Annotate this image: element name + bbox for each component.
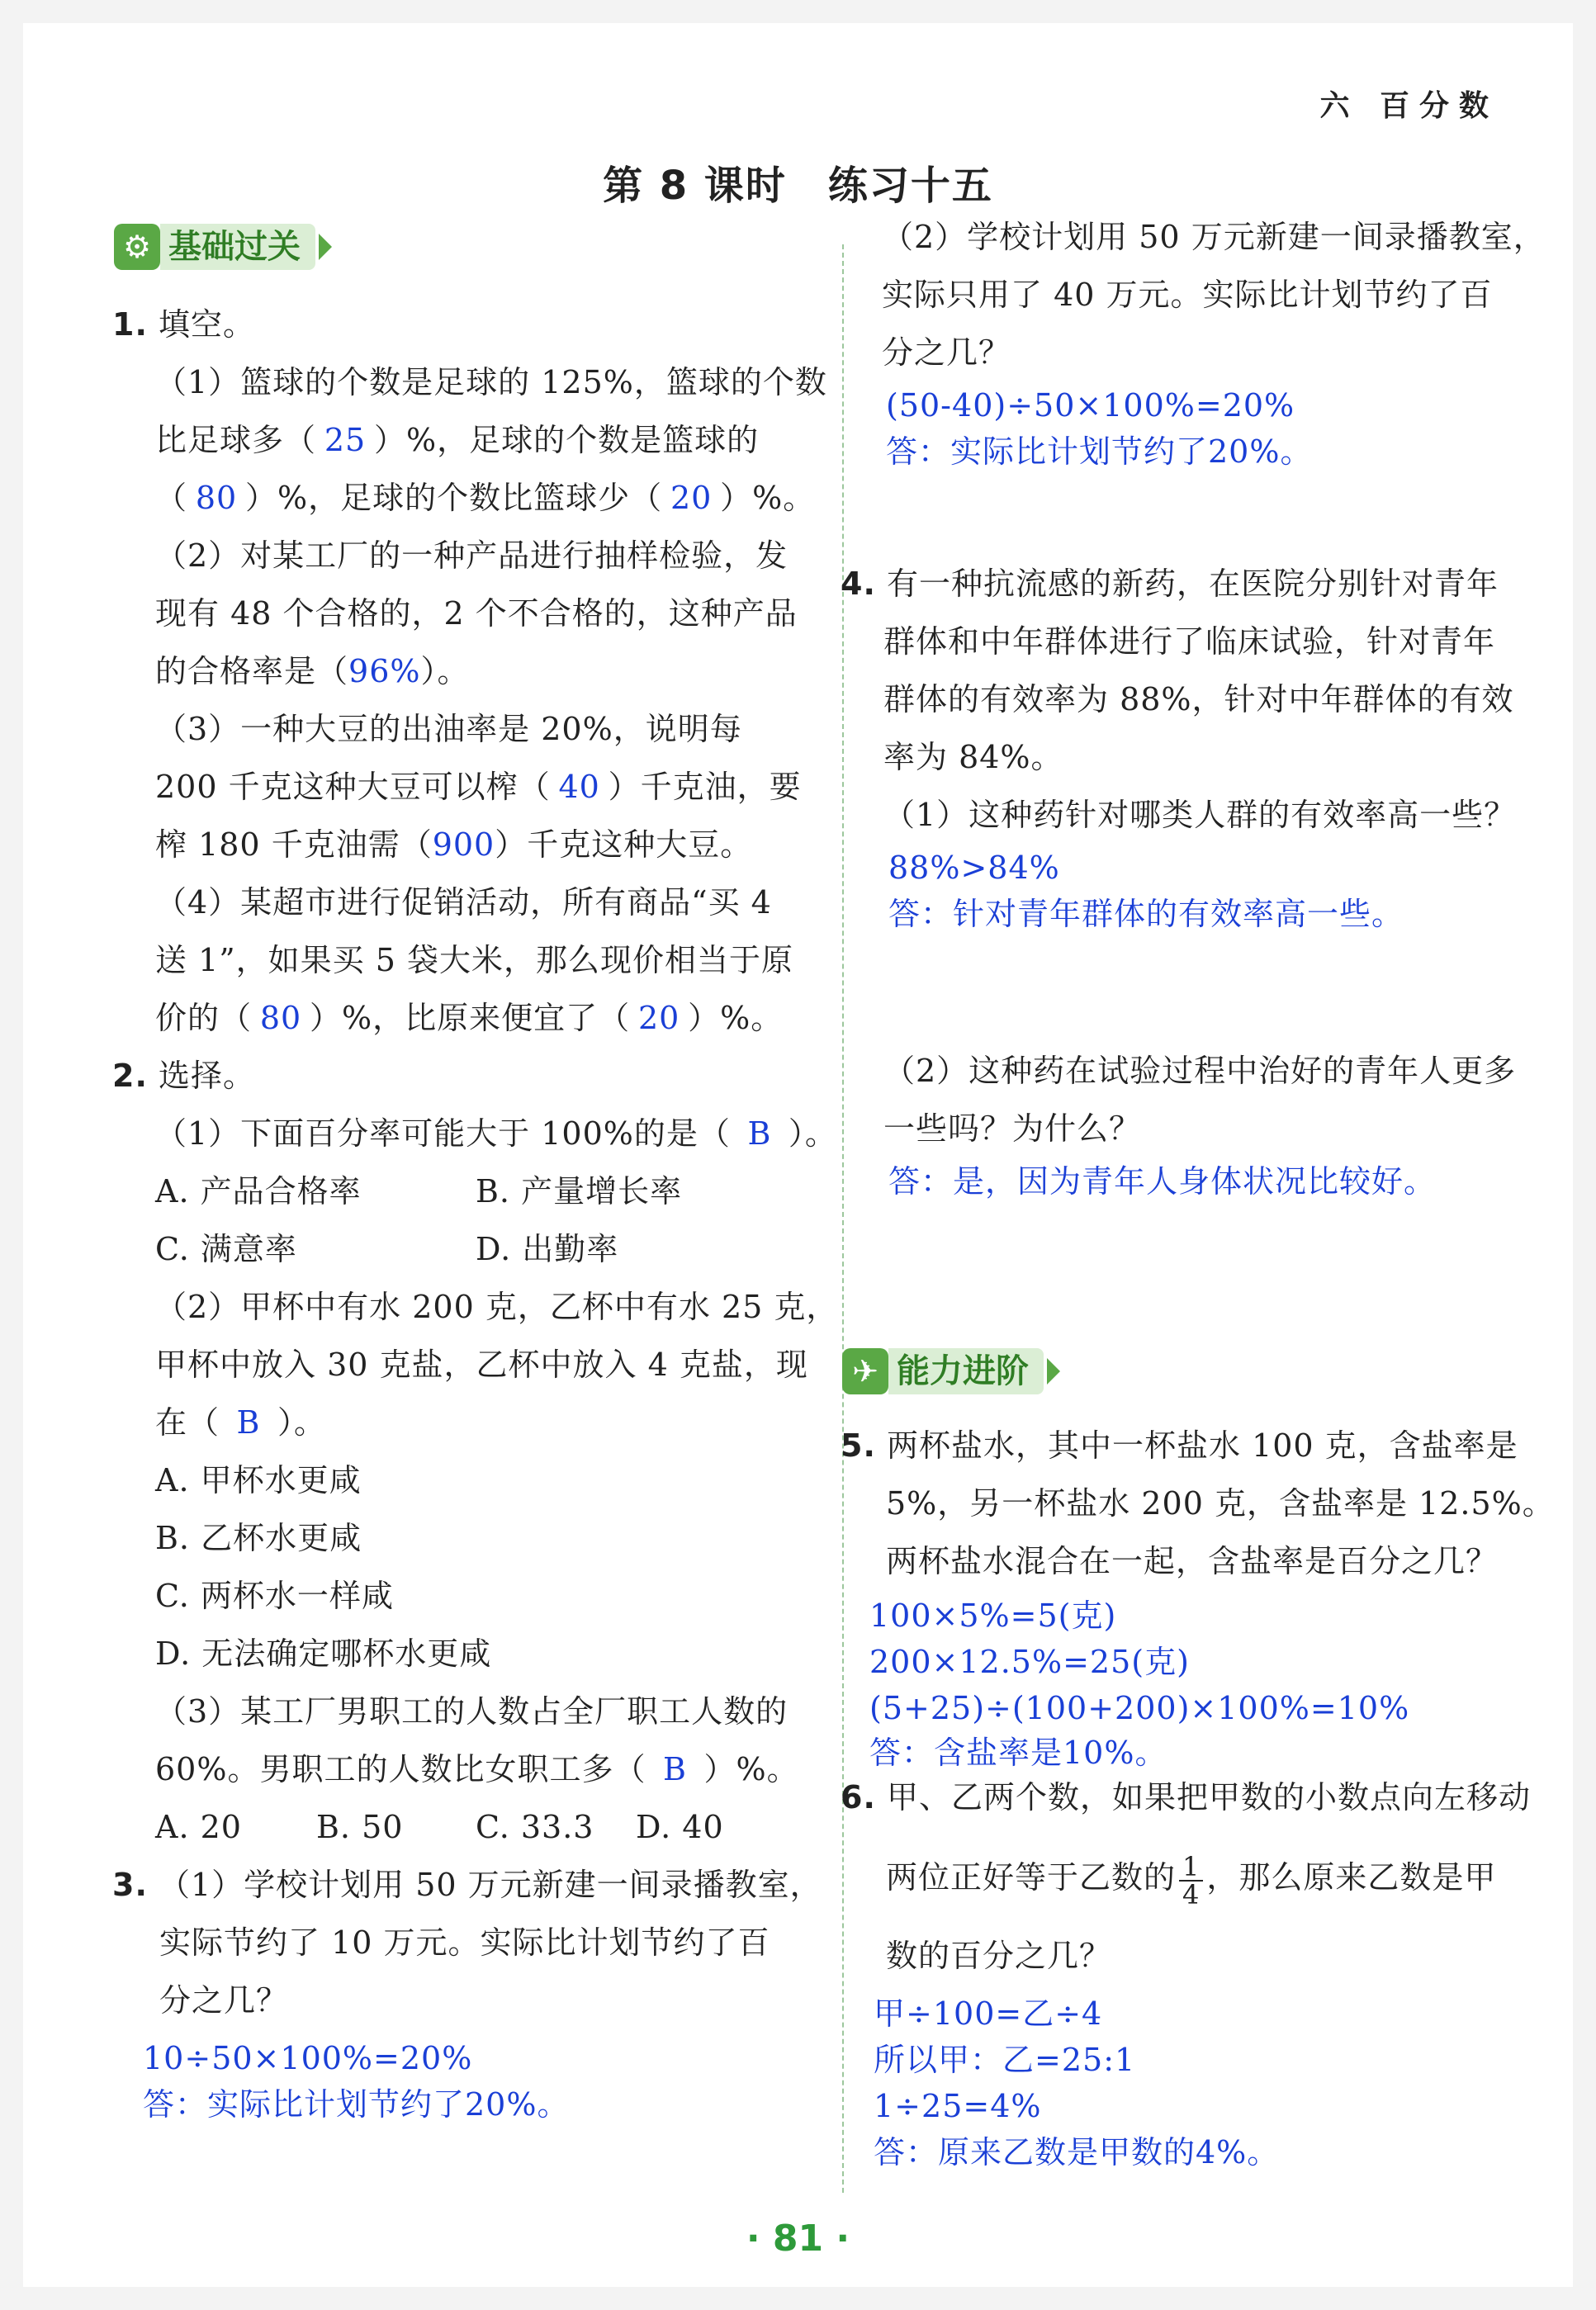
q3-p1-line-c: 分之几？ <box>159 1982 289 2019</box>
q4-p1-answer-text: 答：针对青年群体的有效率高一些。 <box>888 896 1404 932</box>
section-basic-label: 基础过关 <box>160 224 315 270</box>
q2-p3-option-a: A. 20 <box>155 1809 242 1845</box>
column-divider <box>842 244 844 2193</box>
q1-p3-line-a: （3）一种大豆的出油率是 20%，说明每 <box>155 711 742 747</box>
q6-answer-2: 所以甲：乙=25:1 <box>874 2042 1136 2078</box>
q4-line-b: 群体和中年群体进行了临床试验，针对青年 <box>883 623 1496 660</box>
q4-p2-line-a: （2）这种药在试验过程中治好的青年人更多 <box>883 1053 1517 1089</box>
chapter-header: 六 百分数 <box>1319 89 1499 123</box>
q1-heading: 1. 填空。 <box>112 306 255 343</box>
q2-p2-option-c: C. 两杯水一样咸 <box>155 1578 394 1614</box>
q1-p3-line-b: 200 千克这种大豆可以榨（ 40 ）千克油，要 <box>155 769 802 805</box>
q2-p1-option-b: B. 产量增长率 <box>476 1173 683 1209</box>
q2-p1-option-d: D. 出勤率 <box>476 1231 619 1267</box>
q4-line-c: 群体的有效率为 88%，针对中年群体的有效 <box>883 681 1514 717</box>
q4-line-d: 率为 84%。 <box>883 739 1063 775</box>
q1-p4-line-a: （4）某超市进行促销活动，所有商品“买 4 <box>155 884 772 921</box>
q3-p2-answer-calc: (50-40)÷50×100%=20% <box>886 387 1295 424</box>
q2-p2-option-d: D. 无法确定哪杯水更咸 <box>155 1635 492 1672</box>
q6-answer-3: 1÷25=4% <box>874 2088 1042 2124</box>
q2-p2-option-b: B. 乙杯水更咸 <box>155 1520 362 1556</box>
q2-p2-line-b: 甲杯中放入 30 克盐，乙杯中放入 4 克盐，现 <box>155 1347 808 1383</box>
q1-p2-line-b: 现有 48 个合格的，2 个不合格的，这种产品 <box>155 595 798 632</box>
q5-answer-3: (5+25)÷(100+200)×100%=10% <box>869 1690 1410 1726</box>
q4-p2-line-b: 一些吗？为什么？ <box>883 1110 1142 1147</box>
q2-p1-option-c: C. 满意率 <box>155 1231 297 1267</box>
fraction-one-quarter: $\frac{1}{4}$ <box>1179 1853 1203 1908</box>
q2-p2-line-c: 在（ B ）。 <box>155 1404 327 1441</box>
q1-p1-line-b: 比足球多（ 25 ）%，足球的个数是篮球的 <box>155 422 760 458</box>
q4-p2-answer: 答：是，因为青年人身体状况比较好。 <box>888 1163 1437 1200</box>
q4-p1-line: （1）这种药针对哪类人群的有效率高一些？ <box>883 797 1517 833</box>
q2-p1-line: （1）下面百分率可能大于 100%的是（ B ）。 <box>155 1115 837 1152</box>
q3-p2-line-c: 分之几？ <box>882 334 1011 371</box>
q1-p2-line-c: 的合格率是（96%）。 <box>155 653 470 689</box>
q5-line-c: 两杯盐水混合在一起，含盐率是百分之几？ <box>886 1543 1499 1579</box>
section-basic-badge <box>114 221 332 272</box>
q2-p3-line-a: （3）某工厂男职工的人数占全厂职工人数的 <box>155 1693 789 1730</box>
q2-p2-line-a: （2）甲杯中有水 200 克，乙杯中有水 25 克， <box>155 1289 839 1325</box>
q1-p4-line-b: 送 1”，如果买 5 袋大米，那么现价相当于原 <box>155 942 794 978</box>
q2-p3-option-b: B. 50 <box>316 1809 404 1845</box>
q5-answer-4: 答：含盐率是10%。 <box>869 1735 1167 1771</box>
q2-p3-line-b: 60%。男职工的人数比女职工多（ B ）%。 <box>155 1751 799 1787</box>
q2-p1-option-a: A. 产品合格率 <box>155 1173 362 1209</box>
section-advanced-badge <box>842 1346 1060 1397</box>
q1-p2-line-a: （2）对某工厂的一种产品进行抽样检验，发 <box>155 537 789 574</box>
q1-p1-line-a: （1）篮球的个数是足球的 125%，篮球的个数 <box>155 364 827 400</box>
arrow-icon <box>319 234 332 260</box>
q2-p3-option-d: D. 40 <box>636 1809 724 1845</box>
q2-p2-option-a: A. 甲杯水更咸 <box>155 1462 362 1498</box>
q3-p1-line-b: 实际节约了 10 万元。实际比计划节约了百 <box>159 1924 770 1961</box>
q1-p1-line-c: （ 80 ）%，足球的个数比篮球少（ 20 ）%。 <box>155 480 816 516</box>
q3-p2-line-b: 实际只用了 40 万元。实际比计划节约了百 <box>882 277 1493 313</box>
running-icon: ✈ <box>842 1348 888 1394</box>
gear-icon: ⚙ <box>114 224 160 270</box>
q3-p2-answer-text: 答：实际比计划节约了20%。 <box>886 433 1313 470</box>
arrow-icon <box>1047 1358 1060 1385</box>
q3-p1-line-a: 3. （1）学校计划用 50 万元新建一间录播教室， <box>112 1867 822 1903</box>
q6-answer-4: 答：原来乙数是甲数的4%。 <box>874 2134 1280 2170</box>
q6-line-b: 两位正好等于乙数的 $\frac{1}{4}$ ，那么原来乙数是甲 <box>886 1850 1497 1910</box>
q5-line-b: 5%，另一杯盐水 200 克，含盐率是 12.5%。 <box>886 1485 1555 1522</box>
page-number: · 81 · <box>746 2218 850 2260</box>
q1-p4-line-c: 价的（ 80 ）%，比原来便宜了（ 20 ）%。 <box>155 1000 784 1036</box>
lesson-title: 第 8 课时 练习十五 <box>603 163 993 209</box>
q4-line-a: 4. 有一种抗流感的新药，在医院分别针对青年 <box>841 566 1499 602</box>
q3-p1-answer-calc: 10÷50×100%=20% <box>143 2040 473 2076</box>
workbook-page <box>23 23 1573 2287</box>
q5-answer-1: 100×5%=5(克) <box>869 1598 1117 1634</box>
q6-line-a: 6. 甲、乙两个数，如果把甲数的小数点向左移动 <box>841 1779 1531 1815</box>
q5-answer-2: 200×12.5%=25(克) <box>869 1644 1190 1680</box>
q3-p2-line-a: （2）学校计划用 50 万元新建一间录播教室， <box>882 219 1546 255</box>
q3-p1-answer-text: 答：实际比计划节约了20%。 <box>143 2086 570 2123</box>
q6-line-c: 数的百分之几？ <box>886 1938 1112 1974</box>
q1-p3-line-c: 榨 180 千克油需（900）千克这种大豆。 <box>155 826 753 863</box>
q4-p1-answer-calc: 88%>84% <box>888 850 1060 886</box>
q2-p3-option-c: C. 33.3 <box>476 1809 594 1845</box>
section-advanced-label: 能力进阶 <box>888 1348 1044 1394</box>
q2-heading: 2. 选择。 <box>112 1058 255 1094</box>
q6-answer-1: 甲÷100=乙÷4 <box>874 1995 1103 2032</box>
q5-line-a: 5. 两杯盐水，其中一杯盐水 100 克，含盐率是 <box>841 1427 1518 1464</box>
